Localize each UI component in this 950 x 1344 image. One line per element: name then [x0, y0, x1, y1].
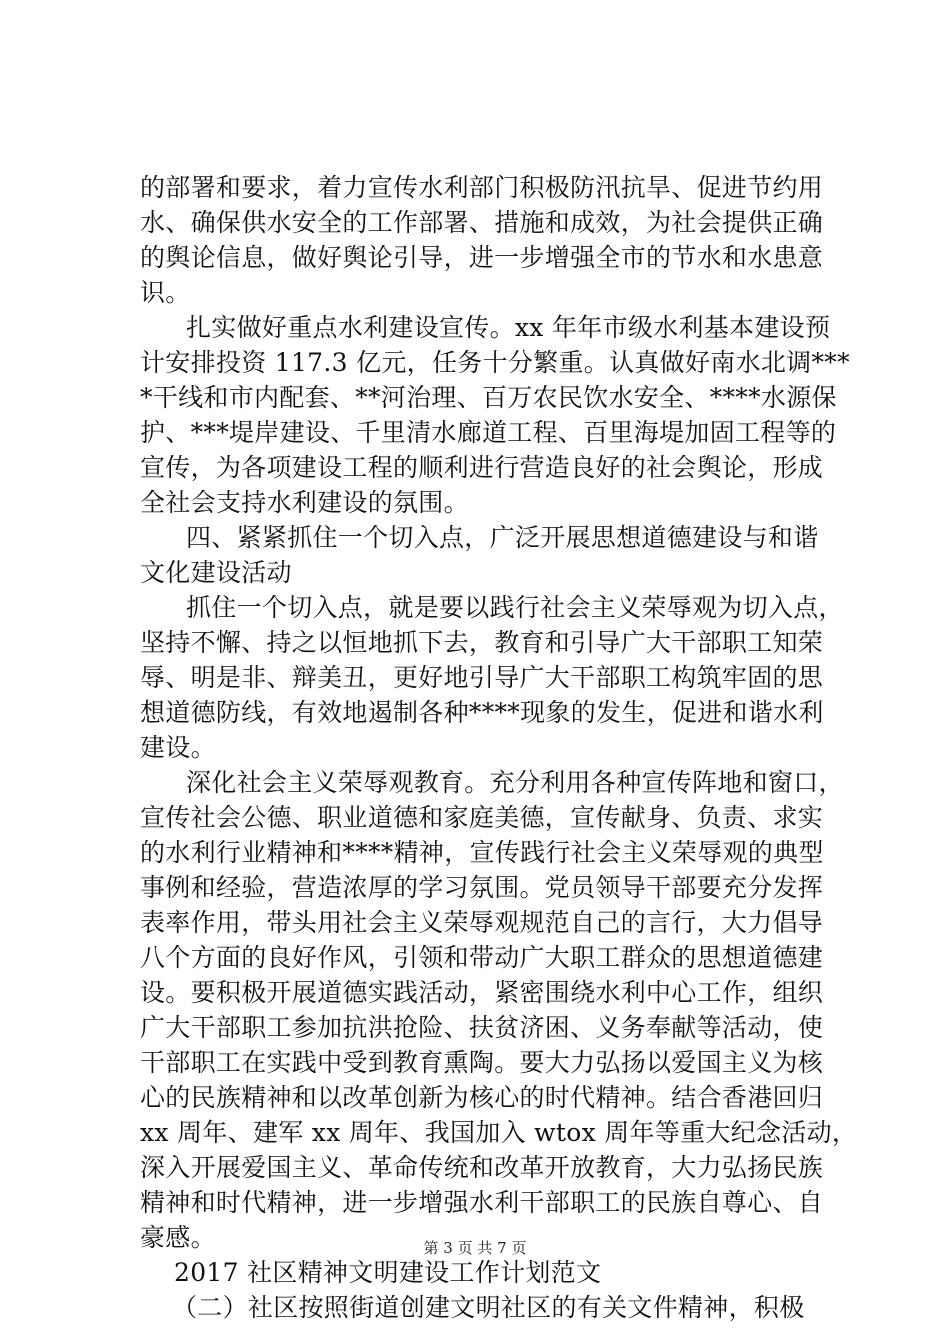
text-line: 识。: [140, 278, 191, 307]
text-line: 想道德防线，有效地遏制各种****现象的发生，促进和谐水利: [140, 698, 824, 727]
text-line: 设。要积极开展道德实践活动，紧密围绕水利中心工作，组织: [140, 978, 824, 1007]
text-line: 表率作用，带头用社会主义荣辱观规范自己的言行，大力倡导: [140, 908, 824, 937]
text-line: 全社会支持水利建设的氛围。: [140, 488, 469, 517]
document-body: [140, 170, 858, 1325]
section-heading-line: 四、紧紧抓住一个切入点，广泛开展思想道德建设与和谐: [186, 523, 819, 552]
paragraph-start-line: 抓住一个切入点，就是要以践行社会主义荣辱观为切入点，: [186, 593, 844, 622]
text-line: 事例和经验，营造浓厚的学习氛围。党员领导干部要充分发挥: [140, 873, 824, 902]
text-line: 广大干部职工参加抗洪抢险、扶贫济困、义务奉献等活动，使: [140, 1013, 824, 1042]
article-title: 2017 社区精神文明建设工作计划范文: [174, 1258, 602, 1287]
text-line: 辱、明是非、辩美丑，更好地引导广大干部职工构筑牢固的思: [140, 663, 824, 692]
text-line: 的舆论信息，做好舆论引导，进一步增强全市的节水和水患意: [140, 243, 824, 272]
section-heading-line: 文化建设活动: [140, 558, 292, 587]
paragraph-start-line: （二）社区按照街道创建文明社区的有关文件精神，积极: [172, 1293, 805, 1322]
page-number: 第 3 页 共 7 页: [423, 1239, 527, 1257]
text-line: 建设。: [140, 733, 216, 762]
text-line: 水、确保供水安全的工作部署、措施和成效，为社会提供正确: [140, 208, 824, 237]
text-line: 计安排投资 117.3 亿元，任务十分繁重。认真做好南水北调***: [140, 348, 850, 377]
paragraph-start-line: 深化社会主义荣辱观教育。充分利用各种宣传阵地和窗口，: [186, 768, 844, 797]
text-line: 宣传，为各项建设工程的顺利进行营造良好的社会舆论，形成: [140, 453, 824, 482]
paragraph-start-line: 扎实做好重点水利建设宣传。xx 年年市级水利基本建设预: [186, 313, 831, 342]
text-line: 精神和时代精神，进一步增强水利干部职工的民族自尊心、自: [140, 1188, 824, 1217]
text-line: 的部署和要求，着力宣传水利部门积极防汛抗旱、促进节约用: [140, 173, 824, 202]
text-line: 坚持不懈、持之以恒地抓下去，教育和引导广大干部职工知荣: [140, 628, 824, 657]
text-line: 八个方面的良好作风，引领和带动广大职工群众的思想道德建: [140, 943, 824, 972]
text-line: 深入开展爱国主义、革命传统和改革开放教育，大力弘扬民族: [140, 1153, 824, 1182]
text-line: 心的民族精神和以改革创新为核心的时代精神。结合香港回归: [140, 1083, 824, 1112]
text-line: 护、***堤岸建设、千里清水廊道工程、百里海堤加固工程等的: [140, 418, 837, 447]
text-line: 干部职工在实践中受到教育熏陶。要大力弘扬以爱国主义为核: [140, 1048, 824, 1077]
text-line: xx 周年、建军 xx 周年、我国加入 wtox 周年等重大纪念活动，: [140, 1118, 858, 1147]
text-line: 豪感。: [140, 1223, 216, 1252]
text-line: *干线和市内配套、**河治理、百万农民饮水安全、****水源保: [140, 383, 837, 412]
text-line: 的水利行业精神和****精神，宣传践行社会主义荣辱观的典型: [140, 838, 824, 867]
text-line: 宣传社会公德、职业道德和家庭美德，宣传献身、负责、求实: [140, 803, 824, 832]
